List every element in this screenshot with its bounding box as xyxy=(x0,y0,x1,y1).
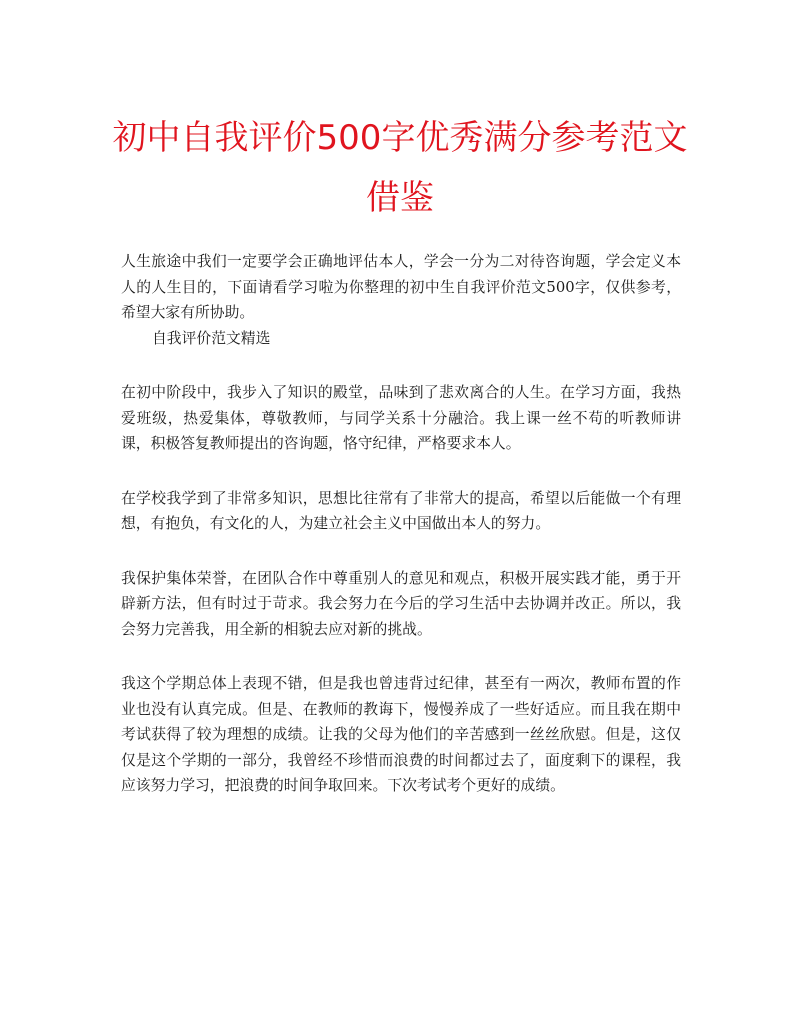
document-title: 初中自我评价500字优秀满分参考范文借鉴 xyxy=(112,118,688,218)
section-subheading: 自我评价范文精选 xyxy=(152,329,271,347)
body-paragraph-3: 我保护集体荣誉，在团队合作中尊重别人的意见和观点，积极开展实践才能，勇于开辟新方法，但有时过于苛求。我会努力在今后的学习生活中去协调并改正。所以，我会努力完善我，用全新的相貌去应对新的挑战。 xyxy=(121,569,681,638)
body-paragraph-1: 在初中阶段中，我步入了知识的殿堂，品味到了悲欢离合的人生。在学习方面，我热爱班级，热爱集体，尊敬教师，与同学关系十分融洽。我上课一丝不苟的听教师讲课，积极答复教师提出的咨询题，恪守纪律，严格要求本人。 xyxy=(121,384,681,452)
body-paragraph-4: 我这个学期总体上表现不错，但是我也曾违背过纪律，甚至有一两次，教师布置的作业也没有认真完成。但是、在教师的教诲下，慢慢养成了一些好适应。而且我在期中考试获得了较为理想的成绩。让我的父母为他们的辛苦感到一丝丝欣慰。但是，这仅仅是这个学期的一部分，我曾经不珍惜而浪费的时间都过去了，面度剩下的课程，我应该努力学习，把浪费的时间争取回来。下次考试考个更好的成绩。 xyxy=(121,675,681,794)
document-body xyxy=(121,249,681,828)
intro-paragraph: 人生旅途中我们一定要学会正确地评估本人，学会一分为二对待咨询题，学会定义本人的人生目的，下面请看学习啦为你整理的初中生自我评价范文500字，仅供参考，希望大家有所协助。 xyxy=(121,253,681,321)
body-paragraph-2: 在学校我学到了非常多知识，思想比往常有了非常大的提高，希望以后能做一个有理想，有抱负，有文化的人，为建立社会主义中国做出本人的努力。 xyxy=(121,489,681,532)
